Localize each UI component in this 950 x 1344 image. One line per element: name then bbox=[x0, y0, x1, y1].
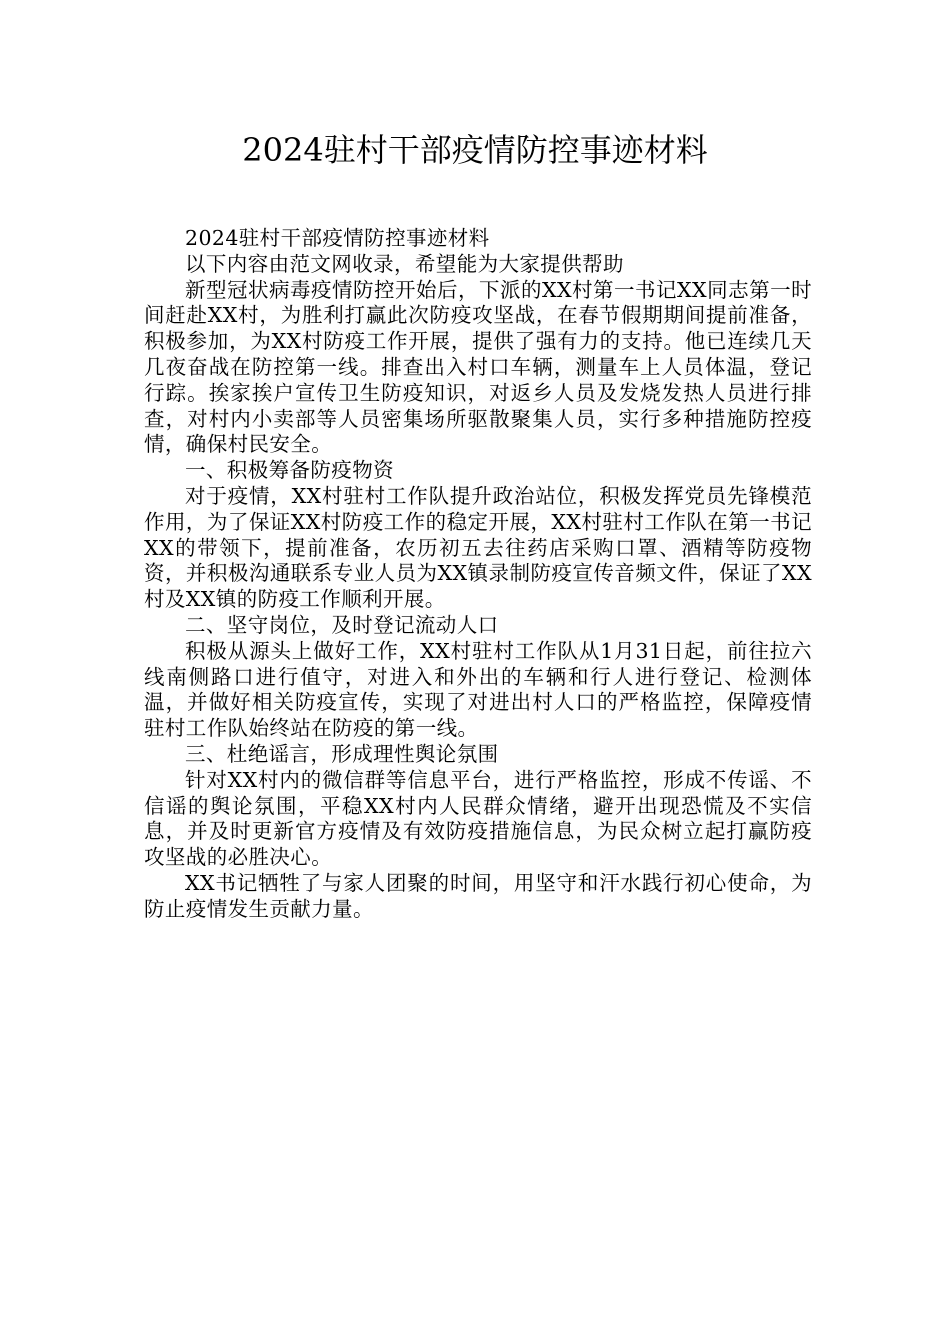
document-title: 2024驻村干部疫情防控事迹材料 bbox=[242, 131, 708, 169]
paragraph-section-2: 积极从源头上做好工作，XX村驻村工作队从1月31日起，前往拉六线南侧路口进行值守，对进入和外出的车辆和行人进行登记、检测体温，并做好相关防疫宣传，实现了对进出村人口的严格监控，保障疫情驻村工作队始终站在防疫的第一线。 bbox=[144, 638, 812, 741]
paragraph-section-3: 针对XX村内的微信群等信息平台，进行严格监控，形成不传谣、不信谣的舆论氛围，平稳XX村内人民群众情绪，避开出现恐慌及不实信息，并及时更新官方疫情及有效防疫措施信息，为民众树立起打赢防疫攻坚战的必胜决心。 bbox=[144, 767, 812, 870]
paragraph-subtitle: 2024驻村干部疫情防控事迹材料 bbox=[185, 226, 490, 250]
section-heading-3: 三、杜绝谣言，形成理性舆论氛围 bbox=[185, 741, 499, 766]
paragraph-intro: 新型冠状病毒疫情防控开始后，下派的XX村第一书记XX同志第一时间赶赴XX村，为胜利打赢此次防疫攻坚战，在春节假期期间提前准备，积极参加，为XX村防疫工作开展，提供了强有力的支持。他已连续几天几夜奋战在防控第一线。排查出入村口车辆，测量车上人员体温，登记行踪。挨家挨户宣传卫生防疫知识，对返乡人员及发烧发热人员进行排查，对村内小卖部等人员密集场所驱散聚集人员，实行多种措施防控疫情，确保村民安全。 bbox=[144, 277, 812, 457]
document-body bbox=[144, 226, 812, 923]
section-heading-2: 二、坚守岗位，及时登记流动人口 bbox=[185, 612, 499, 637]
paragraph-source-note: 以下内容由范文网收录，希望能为大家提供帮助 bbox=[185, 251, 624, 276]
paragraph-section-1: 对于疫情，XX村驻村工作队提升政治站位，积极发挥党员先锋模范作用，为了保证XX村防疫工作的稳定开展，XX村驻村工作队在第一书记XX的带领下，提前准备，农历初五去往药店采购口罩、酒精等防疫物资，并积极沟通联系专业人员为XX镇录制防疫宣传音频文件，保证了XX村及XX镇的防疫工作顺利开展。 bbox=[144, 483, 812, 612]
paragraph-conclusion: XX书记牺牲了与家人团聚的时间，用坚守和汗水践行初心使命，为防止疫情发生贡献力量。 bbox=[144, 870, 812, 921]
section-heading-1: 一、积极筹备防疫物资 bbox=[185, 458, 394, 483]
